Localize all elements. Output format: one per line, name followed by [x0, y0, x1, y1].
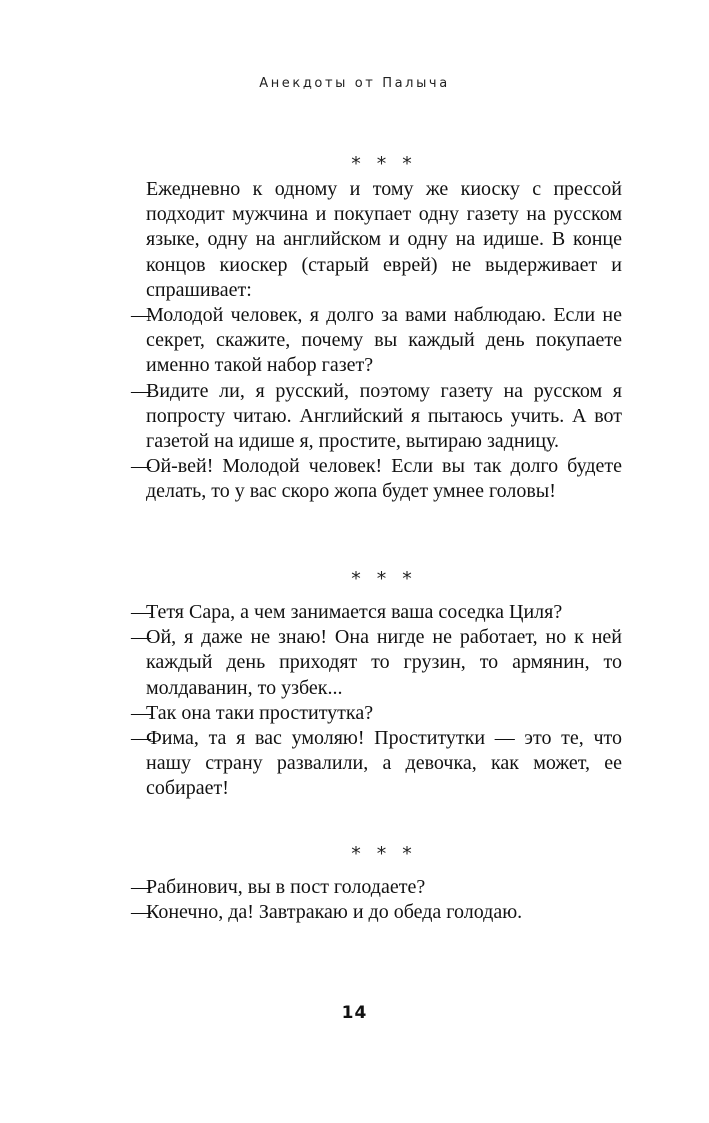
section-separator: * * * [351, 843, 417, 865]
running-header: Анекдоты от Палыча [259, 76, 450, 91]
dialog-line [131, 303, 622, 379]
joke-2 [131, 567, 622, 802]
dialog-line [131, 900, 622, 925]
joke-3 [131, 842, 622, 925]
dialog-text: Ой, я даже не знаю! Она нигде не работает, но к ней каждый день приходят то грузин, то армянин, то молдаванин, то узбек... [146, 626, 622, 699]
dialog-text: Ой-вей! Молодой человек! Если вы так долго будете делать, то у вас скоро жопа будет умнее головы! [146, 455, 622, 503]
dialog-line [131, 726, 622, 802]
dialog-dash: — [131, 455, 151, 478]
section-separator: * * * [351, 568, 417, 590]
dialog-dash: — [131, 626, 151, 649]
dialog-line [131, 875, 622, 900]
dialog-dash: — [131, 304, 151, 327]
dialog-line [131, 454, 622, 504]
dialog-text: Видите ли, я русский, поэтому газету на русском я попросту читаю. Английский я пытаюсь учить. А вот газетой на идише я, простите, вытираю задницу. [146, 379, 622, 453]
dialog-text: Так она таки проститутка? [146, 701, 374, 724]
dialog-text: Рабинович, вы в пост голодаете? [146, 876, 426, 898]
dialog-line [131, 701, 622, 726]
dialog-text: Тетя Сара, а чем занимается ваша соседка Циля? [146, 601, 563, 623]
dialog-dash: — [131, 876, 151, 898]
dialog-dash: — [131, 727, 151, 750]
joke-1 [131, 152, 622, 505]
dialog-line [131, 600, 622, 625]
dialog-text: Молодой человек, я долго за вами наблюдаю. Если не секрет, скажите, почему вы каждый день покупаете именно такой набор газет? [146, 304, 622, 377]
dialog-line [131, 379, 622, 455]
dialog-dash: — [131, 601, 151, 623]
joke-1-narration: Ежедневно к одному и тому же киоску с прессой подходит мужчина и покупает одну газету на русском языке, одну на английском и одну на идише. В конце концов киоскер (старый еврей) не выдерживает и спрашивает: [146, 178, 622, 301]
dialog-line [131, 625, 622, 701]
dialog-text: Фима, та я вас умоляю! Проститутки — это те, что нашу страну развалили, а девочка, как может, ее собирает! [146, 727, 622, 800]
dialog-dash: — [131, 901, 151, 924]
dialog-text: Конечно, да! Завтракаю и до обеда голодаю. [146, 901, 523, 924]
page-number: 14 [341, 1003, 368, 1023]
dialog-dash: — [131, 701, 151, 724]
section-separator: * * * [351, 153, 417, 175]
dialog-dash: — [131, 379, 151, 402]
